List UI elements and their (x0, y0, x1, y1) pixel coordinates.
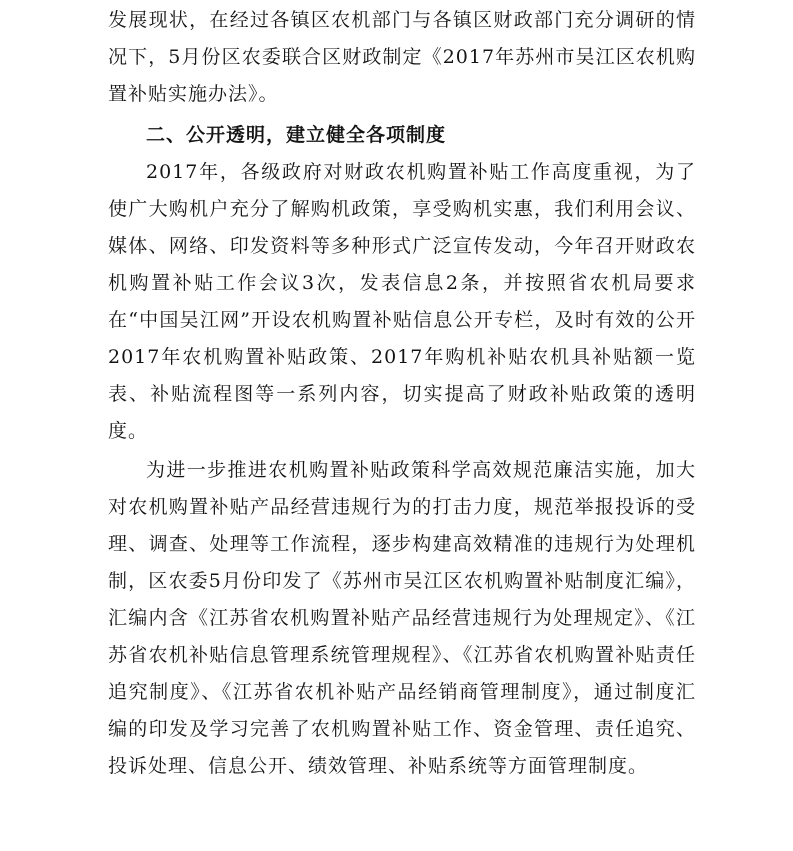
section-heading: 二、公开透明，建立健全各项制度 (146, 124, 447, 146)
document-page (108, 0, 696, 851)
paragraph-regulations: 为进一步推进农机购置补贴政策科学高效规范廉洁实施，加大对农机购置补贴产品经营违规行为的打击力度，规范举报投诉的受理、调查、处理等工作流程，逐步构建高效精准的违规行为处理机制，区农委5月份印发了《苏州市吴江区农机购置补贴制度汇编》，汇编内含《江苏省农机购置补贴产品经营违规行为处理规定》、《江苏省农机补贴信息管理系统管理规程》、《江苏省农机购置补贴责任追究制度》、《江苏省农机补贴产品经销商管理制度》，通过制度汇编的印发及学习完善了农机购置补贴工作、资金管理、责任追究、投诉处理、信息公开、绩效管理、补贴系统等方面管理制度。 (108, 459, 696, 777)
paragraph-continuation: 发展现状，在经过各镇区农机部门与各镇区财政部门充分调研的情况下，5月份区农委联合区财政制定《2017年苏州市吴江区农机购置补贴实施办法》。 (108, 9, 696, 105)
paragraph-publicity: 2017年，各级政府对财政农机购置补贴工作高度重视，为了使广大购机户充分了解购机政策，享受购机实惠，我们利用会议、媒体、网络、印发资料等多种形式广泛宣传发动，今年召开财政农机购置补贴工作会议3次，发表信息2条，并按照省农机局要求在“中国吴江网”开设农机购置补贴信息公开专栏，及时有效的公开2017年农机购置补贴政策、2017年购机补贴农机具补贴额一览表、补贴流程图等一系列内容，切实提高了财政补贴政策的透明度。 (108, 161, 696, 442)
